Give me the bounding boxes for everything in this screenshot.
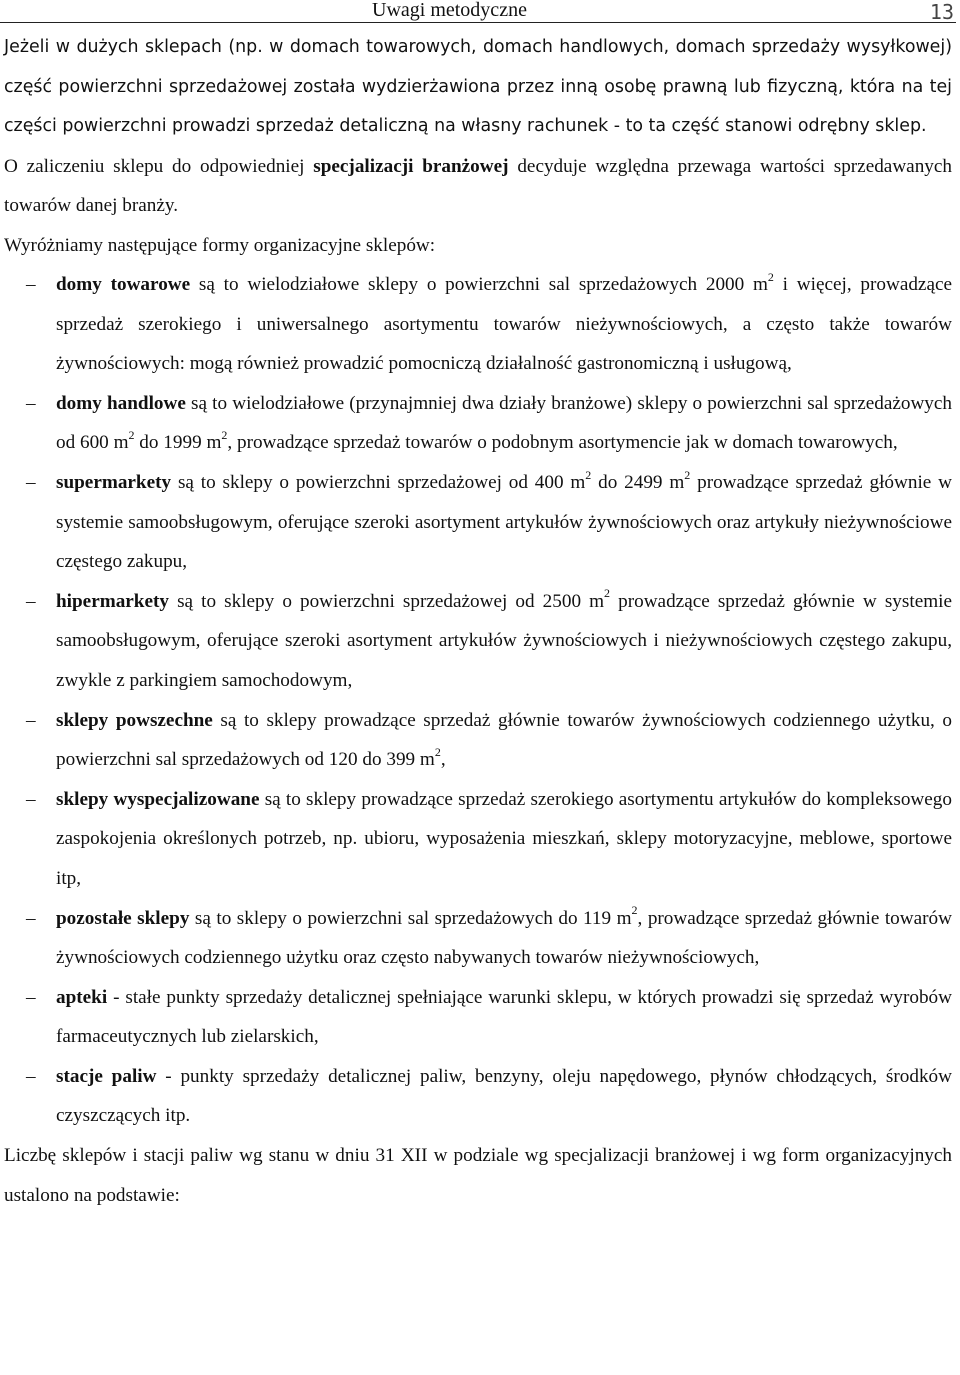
header-title: Uwagi metodyczne — [372, 0, 527, 21]
list-item — [4, 780, 952, 899]
list-item — [4, 265, 952, 384]
form-text: są to wielodziałowe sklepy o powierzchni sal sprzedażowych 2000 m — [190, 274, 768, 295]
dash-bullet: – — [26, 986, 36, 1008]
superscript: 2 — [604, 586, 611, 601]
list-item — [4, 701, 952, 780]
form-term: stacje paliw — [56, 1065, 157, 1087]
form-text: prowadzące sprzedaż głównie w systemie samoobsługowym, oferujące szeroki asortyment artykułów żywnościowych oraz artykuły nieżywnościowe częstego zakupu, — [56, 471, 952, 573]
form-text: - stałe punkty sprzedaży detalicznej spełniające warunki sklepu, w których prowadzi się sprzedaż wyrobów farmaceutycznych lub zielarskich, — [56, 986, 952, 1048]
form-text: są to wielodziałowe (przynajmniej dwa działy branżowe) sklepy o powierzchni sal sprzedażowych od 600 m — [56, 392, 953, 454]
form-text: są to sklepy o powierzchni sprzedażowej od 2500 m — [168, 590, 605, 612]
form-term: sklepy powszechne — [56, 709, 213, 731]
superscript: 2 — [221, 427, 228, 442]
list-item — [4, 899, 952, 978]
superscript: 2 — [684, 467, 691, 482]
list-item — [4, 582, 952, 701]
form-term: sklepy wyspecjalizowane — [56, 788, 260, 810]
list-item — [4, 384, 952, 463]
superscript: 2 — [434, 744, 441, 759]
store-forms-list — [4, 265, 952, 1136]
paragraph-forms-intro: Wyróżniamy następujące formy organizacyjne sklepów: — [4, 234, 436, 256]
form-term: apteki — [56, 986, 108, 1008]
dash-bullet: – — [26, 907, 36, 929]
paragraph-specialization-text-a: O zaliczeniu sklepu do odpowiedniej — [4, 155, 314, 177]
paragraph-specialization-text-b: decyduje względna przewaga wartości sprzedawanych towarów danej branży. — [4, 155, 952, 216]
page-body — [4, 28, 952, 1215]
form-term: domy handlowe — [56, 392, 186, 414]
paragraph-leased-space: Jeżeli w dużych sklepach (np. w domach towarowych, domach handlowych, domach sprzedaży wysyłkowej) część powierzchni sprzedażowej została wydzierżawiona przez inną osobę prawną lub fizyczną, która na tej części powierzchni prowadzi sprzedaż detaliczną na własny rachunek - to ta część stanowi odrębny sklep. — [4, 37, 952, 136]
form-text: są to sklepy prowadzące sprzedaż głównie towarów żywnościowych codziennego użytku, o powierzchni sal sprzedażowych od 120 do 399 m — [56, 709, 952, 771]
superscript: 2 — [585, 467, 592, 482]
superscript: 2 — [128, 427, 135, 442]
dash-bullet: – — [26, 471, 36, 493]
form-text: są to sklepy o powierzchni sprzedażowej od 400 m — [171, 471, 586, 493]
dash-bullet: – — [26, 392, 36, 414]
superscript: 2 — [767, 269, 774, 284]
list-item — [4, 1057, 952, 1136]
list-item — [4, 978, 952, 1057]
form-text: , — [440, 749, 446, 771]
list-item — [4, 463, 952, 582]
dash-bullet: – — [26, 1065, 36, 1087]
superscript: 2 — [631, 903, 638, 918]
dash-bullet: – — [26, 709, 36, 731]
dash-bullet: – — [26, 788, 36, 810]
form-text: prowadzące sprzedaż głównie w systemie samoobsługowym, oferujące szeroki asortyment artykułów żywnościowych i nieżywnościowych częstego zakupu, zwykle z parkingiem samochodowym, — [56, 590, 952, 691]
dash-bullet: – — [26, 590, 36, 612]
form-text: są to sklepy o powierzchni sal sprzedażowych do 119 m — [189, 907, 632, 929]
form-text: , prowadzące sprzedaż głównie towarów żywnościowych codziennego użytku oraz często nabywanych towarów nieżywnościowych, — [56, 907, 952, 969]
form-term: hipermarkety — [56, 590, 169, 612]
form-term: pozostałe sklepy — [56, 907, 190, 929]
form-text: są to sklepy prowadzące sprzedaż szerokiego asortymentu artykułów do kompleksowego zaspokojenia określonych potrzeb, np. ubioru, wyposażenia mieszkań, sklepy motoryzacyjne, meblowe, sportowe itp, — [56, 788, 952, 889]
form-text: , prowadzące sprzedaż towarów o podobnym asortymencie jak w domach towarowych, — [227, 432, 898, 454]
paragraph-specialization — [4, 147, 952, 226]
paragraph-closing: Liczbę sklepów i stacji paliw wg stanu w dniu 31 XII w podziale wg specjalizacji branżowej i wg form organizacyjnych ustalono na podstawie: — [4, 1145, 952, 1206]
form-term: supermarkety — [56, 471, 172, 493]
form-text: - punkty sprzedaży detalicznej paliw, benzyny, oleju napędowego, płynów chłodzących, środków czyszczących itp. — [56, 1065, 952, 1127]
dash-bullet: – — [26, 274, 36, 295]
form-text: do 2499 m — [591, 471, 685, 493]
form-term: domy towarowe — [56, 274, 191, 295]
form-text: i więcej, prowadzące sprzedaż szerokiego i uniwersalnego asortymentu towarów nieżywnościowych, a często także towarów żywnościowych: mogą również prowadzić pomocniczą działalność gastronomiczną i usługową, — [56, 274, 952, 375]
form-text: do 1999 m — [134, 432, 222, 454]
page-number: 13 — [929, 0, 954, 24]
running-header — [0, 0, 956, 23]
term-specialization: specjalizacji branżowej — [313, 155, 509, 177]
